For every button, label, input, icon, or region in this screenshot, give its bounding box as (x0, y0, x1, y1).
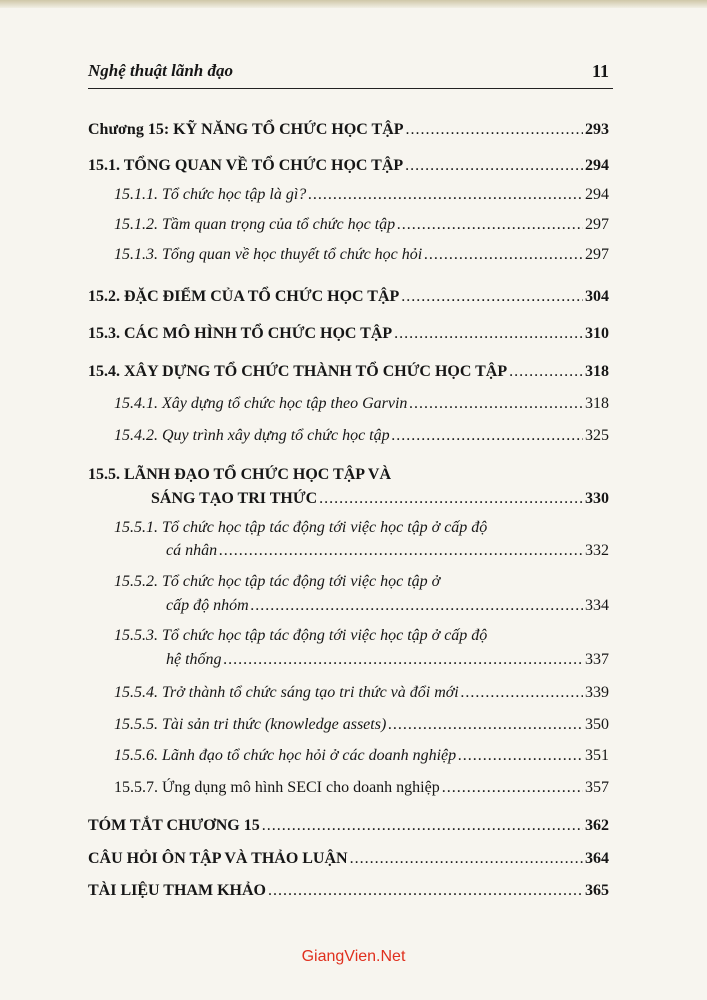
toc-dot-leader (409, 395, 583, 413)
toc-dot-leader (388, 716, 583, 734)
toc-entry-page: 297 (585, 216, 609, 233)
toc-entry-page: 330 (585, 490, 609, 507)
toc-dot-leader (262, 817, 583, 835)
toc-entry-title: 15.3. CÁC MÔ HÌNH TỔ CHỨC HỌC TẬP (88, 325, 393, 342)
toc-dot-leader (458, 747, 583, 765)
toc-entry-page: 365 (585, 882, 609, 899)
toc-entry-page: 351 (585, 747, 609, 764)
toc-dot-leader (308, 186, 583, 204)
toc-entry-title-line-2: SÁNG TẠO TRI THỨC (151, 490, 318, 507)
toc-entry-title: TÀI LIỆU THAM KHẢO (88, 882, 266, 899)
toc-entry-page: 357 (585, 779, 609, 796)
toc-entry-title: 15.4.2. Quy trình xây dựng tổ chức học tập (114, 427, 390, 444)
toc-entry-page: 332 (585, 542, 609, 559)
toc-entry-title-line-2: cá nhân (166, 542, 218, 559)
toc-entry-title: 15.1.3. Tổng quan về học thuyết tổ chức học hỏi (114, 246, 423, 263)
toc-dot-leader (268, 882, 583, 900)
running-title: Nghệ thuật lãnh đạo (88, 61, 234, 80)
toc-dot-leader (251, 597, 583, 615)
toc-dot-leader (461, 684, 583, 702)
toc-dot-leader (224, 651, 583, 669)
toc-dot-leader (509, 363, 583, 381)
toc-entry-title: 15.1. TỔNG QUAN VỀ TỔ CHỨC HỌC TẬP (88, 157, 404, 174)
toc-entry-page: 318 (585, 363, 609, 380)
toc-entry-title: 15.5.4. Trở thành tổ chức sáng tạo tri thức và đổi mới (114, 684, 459, 701)
toc-entry-page: 337 (585, 651, 609, 668)
toc-entry-title-line-2: cấp độ nhóm (166, 597, 249, 614)
toc-entry-title-line-1: 15.5. LÃNH ĐẠO TỔ CHỨC HỌC TẬP VÀ (88, 466, 391, 483)
toc-dot-leader (319, 490, 583, 508)
toc-entry-title: 15.1.1. Tổ chức học tập là gì? (114, 186, 307, 203)
toc-dot-leader (442, 779, 583, 797)
toc-entry-title: 15.4. XÂY DỰNG TỔ CHỨC THÀNH TỔ CHỨC HỌC TẬP (88, 363, 508, 380)
toc-entry-page: 334 (585, 597, 609, 614)
toc-dot-leader (401, 288, 583, 306)
toc-entry-page: 297 (585, 246, 609, 263)
page-number: 11 (591, 61, 609, 81)
toc-dot-leader (397, 216, 583, 234)
toc-entry-title-line-1: 15.5.2. Tổ chức học tập tác động tới việc học tập ở (114, 573, 441, 590)
toc-entry-title: 15.5.6. Lãnh đạo tổ chức học hỏi ở các doanh nghiệp (114, 747, 457, 764)
toc-dot-leader (405, 157, 583, 175)
toc-entry-page: 310 (585, 325, 609, 342)
toc-dot-leader (406, 121, 583, 139)
toc-dot-leader (424, 246, 583, 264)
toc-entry-title: 15.1.2. Tầm quan trọng của tổ chức học tập (114, 216, 396, 233)
toc-entry-title: 15.5.7. Ứng dụng mô hình SECI cho doanh nghiệp (114, 779, 440, 796)
toc-dot-leader (350, 850, 583, 868)
toc-entry-page: 294 (585, 186, 609, 203)
toc-entry-title-line-2: hệ thống (166, 651, 222, 668)
toc-entry-title: TÓM TẮT CHƯƠNG 15 (88, 817, 260, 834)
toc-entry-title: CÂU HỎI ÔN TẬP VÀ THẢO LUẬN (88, 850, 348, 867)
toc-entry-title-line-1: 15.5.1. Tổ chức học tập tác động tới việc học tập ở cấp độ (114, 519, 488, 536)
toc-entry-page: 339 (585, 684, 609, 701)
toc-entry-page: 318 (585, 395, 609, 412)
toc-entry-page: 325 (585, 427, 609, 444)
toc-entry-page: 294 (585, 157, 609, 174)
toc-entry-page: 364 (585, 850, 609, 867)
toc-entry-page: 304 (585, 288, 609, 305)
toc-dot-leader (219, 542, 583, 560)
toc-entry-page: 293 (585, 121, 609, 138)
header-rule (88, 88, 613, 89)
toc-entry-page: 362 (585, 817, 609, 834)
toc-entry-title-line-1: 15.5.3. Tổ chức học tập tác động tới việc học tập ở cấp độ (114, 627, 488, 644)
running-header (88, 52, 613, 92)
toc-entry-title: 15.2. ĐẶC ĐIỂM CỦA TỔ CHỨC HỌC TẬP (88, 288, 400, 305)
toc-entry-title: 15.4.1. Xây dựng tổ chức học tập theo Garvin (114, 395, 408, 412)
toc-entry-page: 350 (585, 716, 609, 733)
toc-entry-title: 15.5.5. Tài sản tri thức (knowledge assets) (114, 716, 387, 733)
toc-dot-leader (394, 325, 583, 343)
toc-dot-leader (392, 427, 583, 445)
toc-entry-title: Chương 15: KỸ NĂNG TỔ CHỨC HỌC TẬP (88, 121, 404, 138)
site-watermark: GiangVien.Net (301, 948, 406, 965)
